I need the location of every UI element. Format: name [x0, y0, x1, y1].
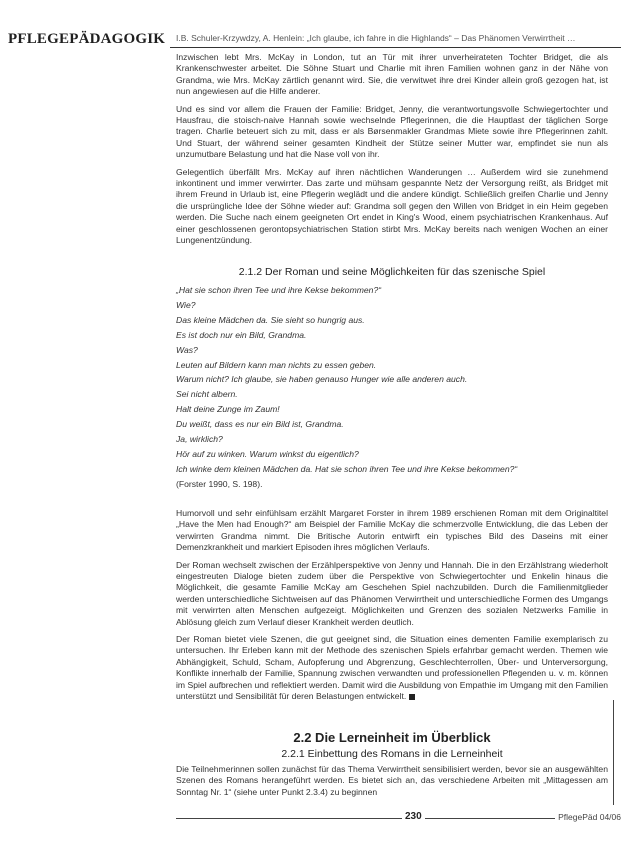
- paragraph: [176, 634, 608, 702]
- journal-brand: PFLEGEPÄDAGOGIK: [8, 31, 166, 47]
- dialog-line: Leuten auf Bildern kann man nichts zu essen geben.: [176, 359, 377, 370]
- paragraph: Der Roman wechselt zwischen der Erzählperspektive von Jenny und Hannah. Die in den Erzählstrang wiederholt eingestreuten Dialoge bieten zudem über die Perspektive von Schwiegertochter und Enkelin hinaus die Möglichkeit, die gesamte Familie McKay am Geschehen Spiel nachzubilden. Durch die Familienmitglieder werden unterschiedliche Sichtweisen auf das Phänomen Verwirrtheit und unterschiedliche Formen des Umgangs mit verwirrten alten Menschen aufgezeigt. Möglichkeiten und Grenzen des sozialen Netzwerks Familie in Ablösung gleich zum Verlauf dieser Krankheit werden deutlich.: [176, 559, 608, 627]
- dialog-quote: [176, 283, 608, 492]
- dialog-line: Ich winke dem kleinen Mädchen da. Hat sie schon ihren Tee und ihre Kekse bekommen?“: [176, 463, 518, 474]
- section-heading: 2.1.2 Der Roman und seine Möglichkeiten für das szenische Spiel: [238, 266, 546, 278]
- issue-label: PflegePäd 04/06: [555, 812, 621, 822]
- dialog-line: Das kleine Mädchen da. Sie sieht so hungrig aus.: [176, 314, 365, 325]
- paragraph: Und es sind vor allem die Frauen der Familie: Bridget, Jenny, die verantwortungsvolle Schwiegertochter und Hausfrau, die stoisch-naive Hannah sowie wechselnde Pflegerinnen, die die Hauptlast der täglichen Sorge tragen. Charlie beteuert sich zu mit, dass er als Børsenmakler Grandmas Miete sowie ihre Pflegerinnen zahlt. Und Stuart, der während seiner gesamten Kindheit der Stütze seiner Mutter war, empfindet sie nun als unzumutbare Belastung und hat die Nase voll von ihr.: [176, 103, 608, 160]
- end-of-section-mark: [409, 694, 415, 700]
- paragraph: Humorvoll und sehr einfühlsam erzählt Margaret Forster in ihrem 1989 erschienen Roman mit dem Originaltitel „Have the Men had Enough?“ am Beispiel der Familie McKay die schmerzvolle Entwicklung, die das Leben der verwirrten Grandma nimmt. Die Britische Autorin entwirft ein typisches Bild des Daseins mit einer Demenzkrankheit und markiert Episoden ihres möglichen Verlaufs.: [176, 508, 608, 553]
- margin-rule: [613, 700, 614, 805]
- dialog-line: „Hat sie schon ihren Tee und ihre Kekse bekommen?“: [176, 285, 382, 295]
- dialog-line: Es ist doch nur ein Bild, Grandma.: [176, 329, 307, 340]
- section-2-2: [176, 730, 608, 804]
- subsection-heading: 2.2.1 Einbettung des Romans in die Lerneinheit: [281, 748, 503, 760]
- page-footer: [176, 811, 621, 825]
- section-2-1-2-body: [176, 508, 608, 709]
- section-heading: 2.2 Die Lerneinheit im Überblick: [293, 730, 491, 745]
- paragraph: Die Teilnehmerinnen sollen zunächst für das Thema Verwirrtheit sensibilisiert werden, bevor sie an ausgewählten Szenen des Romans herangeführt werden. Es bietet sich an, das verschiedene Arbeiten mit „Mittagessen am Sonntag Nr. 1“ (siehe unter Punkt 2.3.4) zu beginnen: [176, 764, 608, 797]
- intro-text: [176, 52, 608, 253]
- dialog-line: Du weißt, dass es nur ein Bild ist, Grandma.: [176, 419, 344, 430]
- dialog-line: Ja, wirklich?: [176, 434, 223, 445]
- page-number: 230: [402, 811, 425, 822]
- dialog-line: Hör auf zu winken. Warum winkst du eigentlich?: [176, 448, 359, 459]
- paragraph: Gelegentlich überfällt Mrs. McKay auf ihren nächtlichen Wanderungen … Außerdem wird sie zunehmend inkontinent und immer verwirrter. Das zarte und mühsam gespannte Netz der Versorgung reißt, als Bridget mit ihrem Freund in Urlaub ist, eine Pflegerin weglädt und die andere kündigt. Schließlich greifen Charlie und Jenny die ursprüngliche Idee der Söhne wieder auf: Grandma soll gegen den Willen von Bridget in ein Heim gegeben werden. Die Suche nach einem geeigneten Ort endet in King's Wood, einem psychiatrischen Krankenhaus. Auf einer geschlossenen gerontopsychiatrischen Station stirbt Mrs. McKay bereits nach wenigen Wochen an einer Lungenentzündung.: [176, 166, 608, 246]
- header-rule: [170, 47, 621, 48]
- dialog-line: Sei nicht albern.: [176, 389, 238, 400]
- dialog-line: Wie?: [176, 299, 196, 310]
- section-2-1-2-heading-block: [176, 266, 608, 278]
- dialog-line: Warum nicht? Ich glaube, sie haben genauso Hunger wie alle anderen auch.: [176, 374, 468, 385]
- paragraph: Inzwischen lebt Mrs. McKay in London, tut an Tür mit ihrer unverheirateten Tochter Bridget, die als Krankenschwester arbeitet. Die Söhne Stuart und Charlie mit ihren Familien wohnen ganz in der Nähe von Grandma, wie Mrs. McKay zärtlich genannt wird. Sie, die verwitwet ihre drei Kinder allein groß gezogen hat, ist nun angewiesen auf die Hilfe anderer.: [176, 52, 608, 97]
- running-head: I.B. Schuler-Krzywdzy, A. Henlein: „Ich glaube, ich fahre in die Highlands“ – Das Phänomen Verwirrtheit …: [176, 33, 576, 43]
- paragraph-text: Der Roman bietet viele Szenen, die gut geeignet sind, die Situation eines dementen Familie exemplarisch zu untersuchen. Ihr Erleben kann mit der Methode des szenischen Spiels erfahrbar gemacht werden. Themen wie Abhängigkeit, Schuld, Scham, Aufopferung und Abgrenzung, Geschlechterrollen, Über- und Unterversorgung, Konflikte innerhalb der Familie, Spannung zwischen verwandten und professionellen Pflegenden u. v. m. können im Spiel aufbrechen und reflektiert werden. Damit wird die Ausbildung von Empathie im Umgang mit den Familien unterstützt und Sensibilität für deren Belastungen entwickelt.: [176, 634, 608, 702]
- dialog-line: Was?: [176, 344, 198, 355]
- dialog-line: Halt deine Zunge im Zaum!: [176, 404, 280, 415]
- citation: (Forster 1990, S. 198).: [176, 478, 263, 489]
